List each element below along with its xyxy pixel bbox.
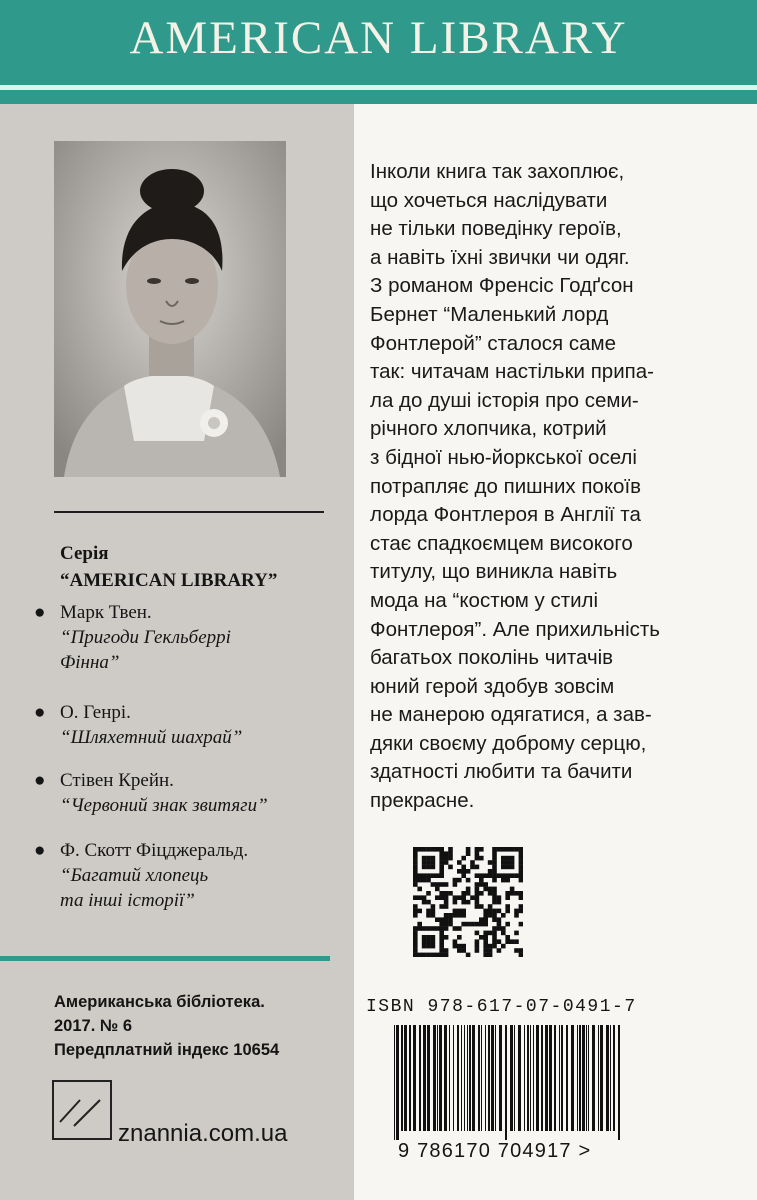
description-line: мода на “костюм у стилі xyxy=(370,588,599,612)
description-line: з бідної нью-йоркської оселі xyxy=(370,445,637,469)
description-line: а навіть їхні звички чи одяг. xyxy=(370,245,630,269)
description-line: річного хлопчика, котрий xyxy=(370,417,607,441)
bullet-icon: ● xyxy=(34,770,46,791)
book-author: Стівен Крейн. xyxy=(60,770,174,791)
bullet-icon: ● xyxy=(34,602,46,623)
divider-upper xyxy=(54,511,324,513)
description-line: Фонтлерой” сталося саме xyxy=(370,331,616,355)
book-title: “Багатий хлопець та інші історії” xyxy=(60,865,209,911)
description-line: юний герой здобув зовсім xyxy=(370,674,615,698)
author-portrait xyxy=(54,141,286,477)
bullet-icon: ● xyxy=(34,702,46,723)
isbn-label: ISBN 978-617-07-0491-7 xyxy=(366,997,637,1017)
publication-info xyxy=(54,990,279,1062)
description-line: титулу, що виникла навіть xyxy=(370,560,618,584)
bullet-icon: ● xyxy=(34,840,46,861)
description-line: З романом Френсіс Годґсон xyxy=(370,274,634,298)
series-title: AMERICAN LIBRARY xyxy=(129,12,628,64)
description-line: здатності любити та бачити xyxy=(370,760,633,784)
description-line: Інколи книга так захоплює, xyxy=(370,160,625,183)
header-band xyxy=(0,0,757,104)
book-description xyxy=(370,158,750,816)
description-line: не тільки поведінку героїв, xyxy=(370,217,622,241)
portrait-illustration xyxy=(54,141,286,477)
book-author: О. Генрі. xyxy=(60,702,131,723)
description-line: багатьох поколінь читачів xyxy=(370,646,614,670)
book-title: “Пригоди Гекльберрі Фінна” xyxy=(60,627,231,673)
publisher-logo xyxy=(52,1080,112,1140)
qr-code-icon xyxy=(413,847,523,957)
book-title: “Червоний знак звитяги” xyxy=(60,795,268,816)
barcode-icon xyxy=(384,1025,629,1140)
description-line: ла до душі історія про семи- xyxy=(370,388,639,412)
qr-code-graphic xyxy=(413,847,523,957)
barcode-graphic xyxy=(384,1025,629,1140)
description-line: так: читачам настільки припа- xyxy=(370,360,654,384)
publication-line-1: Американська бібліотека. xyxy=(54,993,265,1011)
book-author: Марк Твен. xyxy=(60,602,152,623)
description-line: не манерою одягатися, а зав- xyxy=(370,703,652,727)
publication-line-2: 2017. № 6 xyxy=(54,1017,133,1035)
description-line: лорда Фонтлероя в Англії та xyxy=(370,503,641,527)
book-author: Ф. Скотт Фіцджеральд. xyxy=(60,840,249,861)
series-name: “AMERICAN LIBRARY” xyxy=(60,570,278,591)
book-title: “Шляхетний шахрай” xyxy=(60,727,243,748)
description-line: Бернет “Маленький лорд xyxy=(370,302,609,326)
series-heading xyxy=(60,540,277,594)
barcode-digits: 9 786170 704917 > xyxy=(398,1140,592,1162)
description-line: Фонтлероя”. Але прихильність xyxy=(370,617,660,641)
publication-line-3: Передплатний індекс 10654 xyxy=(54,1041,280,1059)
description-line: дяки своєму доброму серцю, xyxy=(370,731,647,755)
series-label: Серія xyxy=(60,543,109,564)
divider-teal xyxy=(0,956,330,961)
description-line: стає спадкоємцем високого xyxy=(370,531,633,555)
description-line: потрапляє до пишних покоїв xyxy=(370,474,642,498)
publisher-logo-icon xyxy=(54,1082,110,1138)
publisher-website[interactable]: znannia.com.ua xyxy=(118,1120,288,1147)
description-line: що хочеться наслідувати xyxy=(370,188,608,212)
description-line: прекрасне. xyxy=(370,789,475,813)
